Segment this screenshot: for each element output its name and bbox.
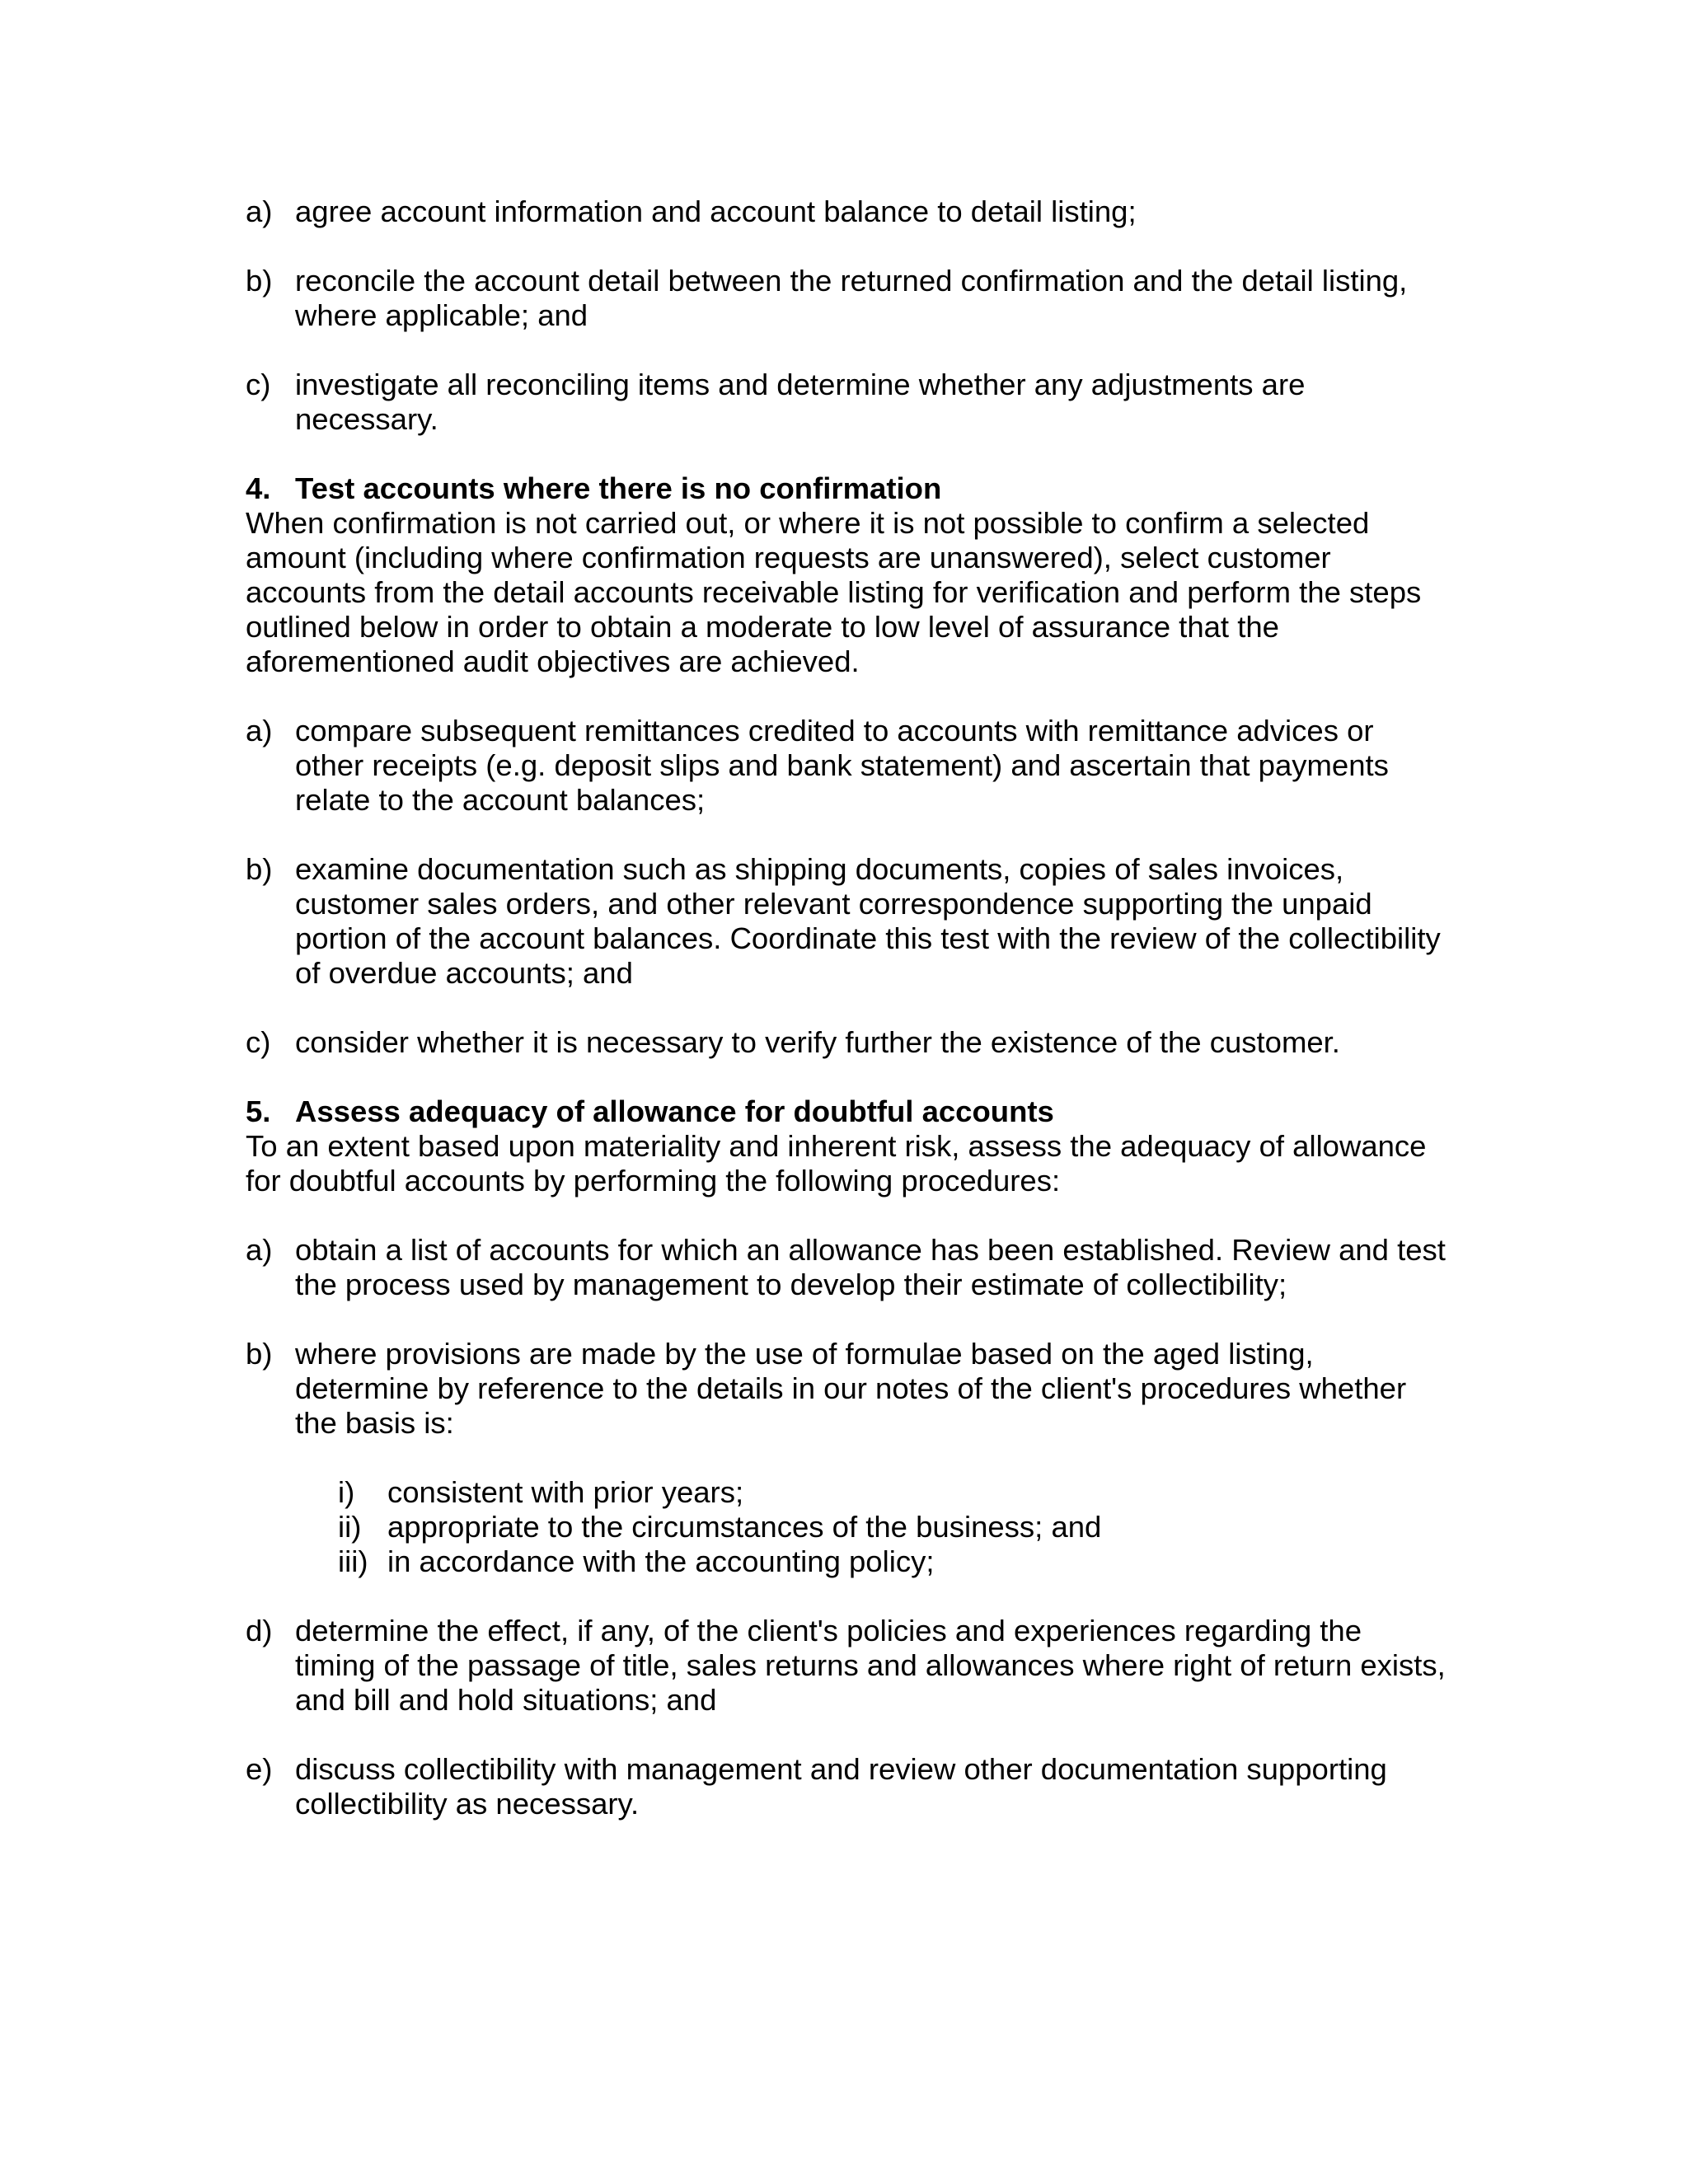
list-item-text: obtain a list of accounts for which an allowance has been established. Review and test the process used by management to develop their estimate of collectibility; [295, 1233, 1446, 1301]
list-item-text: determine the effect, if any, of the client's policies and experiences regarding the timing of the passage of title, sales returns and allowances where right of return exists, and bill and hold situations; and [295, 1614, 1446, 1717]
list-item-text: reconcile the account detail between the returned confirmation and the detail listing, where applicable; and [295, 264, 1408, 332]
list-item-text: compare subsequent remittances credited to accounts with remittance advices or other receipts (e.g. deposit slips and bank statement) and ascertain that payments relate to the account balances; [295, 714, 1389, 817]
section-heading [246, 1094, 1449, 1129]
list-marker: c) [246, 368, 271, 401]
list-marker: d) [246, 1614, 273, 1647]
sub-list-item-text: consistent with prior years; [387, 1475, 744, 1509]
sub-list-item-text: appropriate to the circumstances of the business; and [387, 1510, 1102, 1544]
list-item [246, 264, 1449, 333]
list-item-text: consider whether it is necessary to verify further the existence of the customer. [295, 1025, 1340, 1059]
list-item [246, 368, 1449, 437]
list-marker: a) [246, 1233, 273, 1267]
section-number: 4. [246, 471, 271, 505]
list-item-text: discuss collectibility with management and review other documentation supporting collectibility as necessary. [295, 1752, 1387, 1821]
list-item-text: agree account information and account balance to detail listing; [295, 194, 1137, 228]
list-item [246, 852, 1449, 991]
document-body [246, 194, 1449, 1821]
section-intro-paragraph: To an extent based upon materiality and inherent risk, assess the adequacy of allowance for doubtful accounts by performing the following procedures: [246, 1129, 1427, 1197]
sub-list-item [338, 1544, 1449, 1579]
sub-list-marker: ii) [338, 1510, 362, 1544]
list-item [246, 1752, 1449, 1821]
list-marker: c) [246, 1025, 271, 1059]
list-marker: b) [246, 1337, 273, 1371]
section-number: 5. [246, 1094, 271, 1128]
section-heading [246, 471, 1449, 506]
section-title: Test accounts where there is no confirmation [295, 471, 942, 505]
list-marker: e) [246, 1752, 273, 1786]
list-item [246, 714, 1449, 818]
sub-list-item [338, 1510, 1449, 1544]
list-item-text: investigate all reconciling items and determine whether any adjustments are necessary. [295, 368, 1306, 436]
list-marker: b) [246, 264, 273, 298]
list-item [246, 194, 1449, 229]
section-title: Assess adequacy of allowance for doubtful accounts [295, 1094, 1054, 1128]
section-intro-paragraph: When confirmation is not carried out, or where it is not possible to confirm a selected amount (including where confirmation requests are unanswered), select customer accounts from the detail accounts receivable listing for verification and perform the steps outlined below in order to obtain a moderate to low level of assurance that the aforementioned audit objectives are achieved. [246, 506, 1422, 678]
sub-list-marker: i) [338, 1475, 355, 1509]
list-item-text: examine documentation such as shipping documents, copies of sales invoices, customer sales orders, and other relevant correspondence supporting the unpaid portion of the account balances. Coordinate this test with the review of the collectibility of overdue accounts; and [295, 852, 1441, 990]
sub-list [338, 1475, 1449, 1579]
sub-list-marker: iii) [338, 1544, 368, 1578]
list-marker: a) [246, 714, 273, 748]
list-marker: b) [246, 852, 273, 886]
list-marker: a) [246, 194, 273, 228]
list-item [246, 1233, 1449, 1302]
sub-list-item-text: in accordance with the accounting policy; [387, 1544, 935, 1578]
list-item-text: where provisions are made by the use of formulae based on the aged listing, determine by reference to the details in our notes of the client's procedures whether the basis is: [295, 1337, 1407, 1440]
list-item [246, 1025, 1449, 1060]
list-item [246, 1614, 1449, 1718]
sub-list-item [338, 1475, 1449, 1510]
list-item [246, 1337, 1449, 1441]
